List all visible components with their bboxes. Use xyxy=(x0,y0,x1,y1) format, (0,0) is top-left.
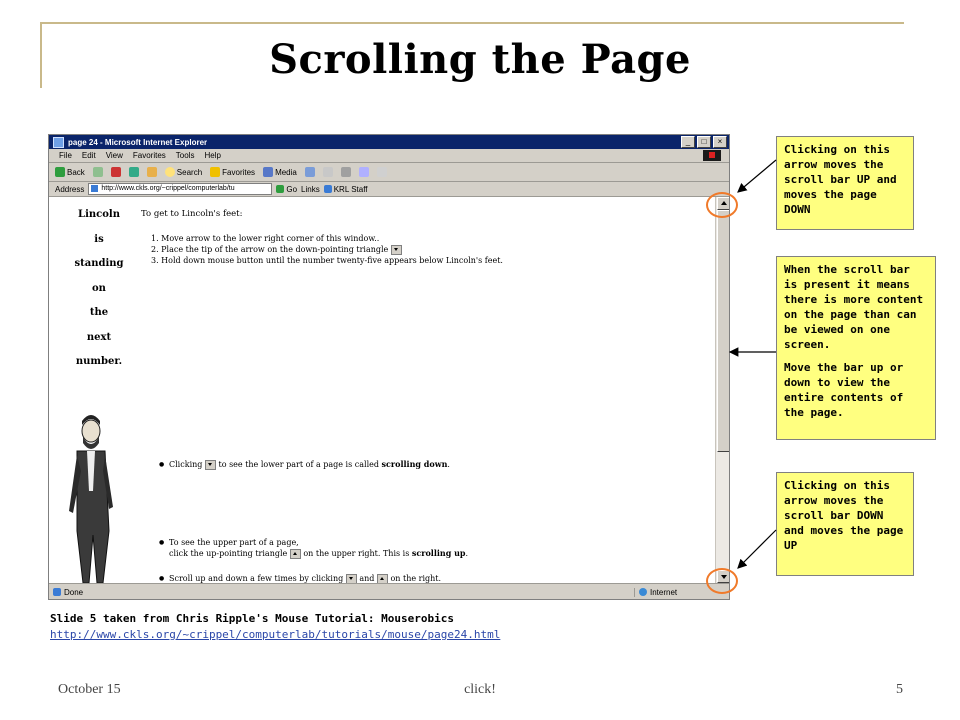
bullet-scrolling-up: ● To see the upper part of a page, click the up-pointing triangle on the upper right. This is scrolling up. xyxy=(169,537,468,559)
browser-titlebar xyxy=(49,135,729,149)
edit-icon[interactable] xyxy=(359,167,369,177)
link-page-icon xyxy=(324,185,332,193)
scroll-thumb[interactable] xyxy=(717,210,730,452)
menu-help[interactable]: Help xyxy=(204,151,221,160)
arrow-to-down-button xyxy=(738,530,776,568)
callout-scrollbar: When the scroll bar is present it means there is more content on the page than can be viewed on one screen. Move the bar up or down to view the entire contents of the page. xyxy=(776,256,936,440)
search-icon xyxy=(165,167,175,177)
bullet-scroll-practice: ● Scroll up and down a few times by clicking and on the right. xyxy=(169,573,441,584)
footer-center: click! xyxy=(464,682,496,697)
callout-up-arrow: Clicking on this arrow moves the scroll bar UP and moves the page DOWN xyxy=(776,136,914,230)
status-zone: Internet xyxy=(634,588,729,597)
links-button[interactable]: Links xyxy=(301,184,320,194)
media-button[interactable]: Media xyxy=(263,167,297,177)
search-button[interactable]: Search xyxy=(165,167,202,177)
vertical-scrollbar[interactable] xyxy=(715,197,730,583)
go-button[interactable]: Go xyxy=(276,185,297,194)
word: is xyxy=(94,233,104,245)
menu-tools[interactable]: Tools xyxy=(175,151,195,160)
home-icon[interactable] xyxy=(147,167,157,177)
address-input[interactable]: http://www.ckls.org/~crippel/computerlab/tu xyxy=(88,183,272,195)
minimize-button[interactable]: _ xyxy=(681,136,695,148)
address-label: Address xyxy=(55,184,85,194)
bullet-scrolling-down: ● Clicking to see the lower part of a page is called scrolling down. xyxy=(169,459,450,470)
slide-title: Scrolling the Page xyxy=(269,36,691,83)
go-arrow-icon xyxy=(276,185,284,193)
source-link[interactable]: http://www.ckls.org/~crippel/computerlab/tutorials/mouse/page24.html xyxy=(50,628,501,641)
word: the xyxy=(89,307,109,318)
browser-screenshot xyxy=(48,134,730,600)
ie-icon xyxy=(53,137,64,148)
mail-icon[interactable] xyxy=(323,167,333,177)
discuss-icon[interactable] xyxy=(377,167,387,177)
back-arrow-icon xyxy=(55,167,65,177)
address-bar xyxy=(49,182,729,197)
page-content xyxy=(49,197,715,583)
step-item: 2. Place the tip of the arrow on the down-pointing triangle xyxy=(151,244,503,255)
forward-arrow-icon xyxy=(93,167,103,177)
arrow-to-up-button xyxy=(738,160,776,192)
close-button[interactable]: × xyxy=(713,136,727,148)
page-icon xyxy=(53,588,61,596)
steps-list xyxy=(151,233,503,266)
word: on xyxy=(92,282,106,294)
footer-page-number: 5 xyxy=(896,682,903,697)
status-done: Done xyxy=(49,588,634,597)
window-title: page 24 - Microsoft Internet Explorer xyxy=(68,137,208,147)
maximize-button[interactable]: □ xyxy=(697,136,711,148)
forward-button[interactable] xyxy=(93,167,103,177)
krl-staff-link[interactable]: KRL Staff xyxy=(324,185,368,194)
up-triangle-icon xyxy=(290,549,301,559)
step-item: 1. Move arrow to the lower right corner of this window.. xyxy=(151,234,380,243)
globe-icon xyxy=(639,588,647,596)
lincoln-sentence xyxy=(69,209,129,381)
down-arrow-highlight-ring xyxy=(706,568,738,594)
media-icon xyxy=(263,167,273,177)
step-item: 3. Hold down mouse button until the number twenty-five appears below Lincoln's feet. xyxy=(151,256,503,265)
menu-edit[interactable]: Edit xyxy=(81,151,96,160)
status-bar xyxy=(49,583,729,600)
slide-frame-top-line xyxy=(40,22,904,24)
stop-icon[interactable] xyxy=(111,167,121,177)
callout-down-arrow: Clicking on this arrow moves the scroll bar DOWN and moves the page UP xyxy=(776,472,914,576)
down-triangle-icon xyxy=(205,460,216,470)
back-button[interactable]: Back xyxy=(55,167,85,177)
menu-file[interactable]: File xyxy=(59,151,72,160)
word: next xyxy=(86,331,112,343)
up-arrow-highlight-ring xyxy=(706,192,738,218)
print-icon[interactable] xyxy=(341,167,351,177)
browser-toolbar xyxy=(49,163,729,182)
word: standing xyxy=(74,258,124,269)
source-caption: Slide 5 taken from Chris Ripple's Mouse Tutorial: Mouserobics http://www.ckls.org/~crippel/computerlab/tutorials/mouse/page24.html xyxy=(50,612,501,641)
menu-favorites[interactable]: Favorites xyxy=(132,151,166,160)
windows-logo-icon xyxy=(703,150,721,161)
footer-date: October 15 xyxy=(58,682,121,697)
favorites-button[interactable]: Favorites xyxy=(210,167,255,177)
favorites-star-icon xyxy=(210,167,220,177)
lincoln-illustration xyxy=(63,411,123,583)
menu-bar xyxy=(49,149,729,163)
word: Lincoln xyxy=(78,209,120,220)
history-icon[interactable] xyxy=(305,167,315,177)
word: number. xyxy=(75,356,123,367)
refresh-icon[interactable] xyxy=(129,167,139,177)
menu-view[interactable]: View xyxy=(105,151,123,160)
down-triangle-icon xyxy=(391,245,402,255)
intro-text: To get to Lincoln's feet: xyxy=(141,209,243,219)
